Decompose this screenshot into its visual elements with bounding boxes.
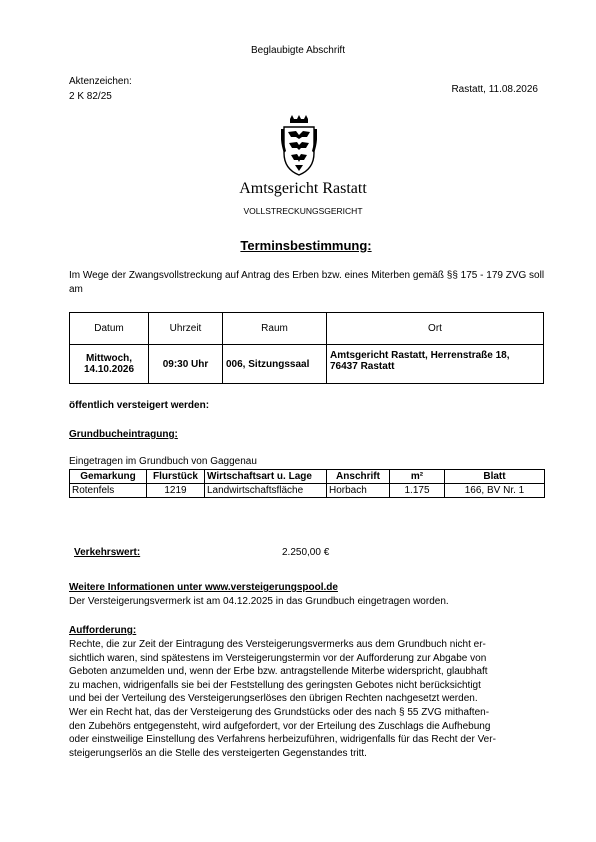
schedule-header-datum: Datum	[70, 313, 149, 345]
notice-line: Rechte, die zur Zeit der Eintragung des Versteigerungsvermerks aus dem Grundbuch nicht er-	[69, 639, 486, 650]
grundbuch-header-gemarkung: Gemarkung	[70, 470, 147, 484]
valuation-label: Verkehrswert:	[74, 547, 141, 558]
schedule-date: Mittwoch, 14.10.2026	[70, 345, 149, 384]
notice-line: oder einstweilige Einstellung des Verfahrens herbeizuführen, widrigenfalls für das Recht der Ver-	[69, 734, 496, 746]
grundbuch-row	[70, 484, 545, 498]
aktenzeichen-label: Aktenzeichen:	[69, 76, 132, 87]
grundbuch-header-flurstueck: Flurstück	[147, 470, 205, 484]
grundbuch-table	[69, 469, 545, 498]
aktenzeichen-value: 2 K 82/25	[69, 91, 112, 102]
grundbuch-header-m2: m²	[390, 470, 445, 484]
notice-line: sichtlich waren, sind spätestens im Versteigerungstermin vor der Aufforderung zur Abgabe von	[69, 652, 487, 664]
coat-of-arms-icon	[281, 115, 317, 177]
grundbuch-header-blatt: Blatt	[445, 470, 545, 484]
grundbuch-m2: 1.175	[390, 484, 445, 498]
notice-body	[69, 638, 549, 760]
notice-heading: Aufforderung:	[69, 625, 137, 636]
auction-text: öffentlich versteigert werden:	[69, 400, 210, 411]
notice-line: zu machen, widrigenfalls sie bei der Feststellung des geringsten Gebotes nicht berücksichtigt	[69, 679, 481, 691]
grundbuch-registered-in: Eingetragen im Grundbuch von Gaggenau	[69, 456, 257, 467]
grundbuch-flurstueck: 1219	[147, 484, 205, 498]
notice-line: den Zubehörs entgegensteht, wird aufgefordert, vor der Erteilung des Zuschlags die Aufhebung	[69, 720, 491, 732]
grundbuch-header-anschrift: Anschrift	[327, 470, 390, 484]
court-name: Amtsgericht Rastatt	[239, 180, 367, 197]
grundbuch-gemarkung: Rotenfels	[70, 484, 147, 498]
info-text: Der Versteigerungsvermerk ist am 04.12.2025 in das Grundbuch eingetragen worden.	[69, 596, 449, 607]
grundbuch-heading: Grundbucheintragung:	[69, 429, 178, 440]
intro-text: Im Wege der Zwangsvollstreckung auf Antrag des Erben bzw. eines Miterben gemäß §§ 175 - 179 ZVG soll am	[69, 270, 545, 295]
schedule-time: 09:30 Uhr	[149, 345, 223, 384]
info-heading: Weitere Informationen unter www.versteigerungspool.de	[69, 582, 338, 593]
notice-line: Wer ein Recht hat, das der Versteigerung des Grundstücks oder des nach § 55 ZVG mithaften-	[69, 706, 490, 718]
grundbuch-header-row	[70, 470, 545, 484]
grundbuch-header-wirtschaftsart: Wirtschaftsart u. Lage	[205, 470, 327, 484]
schedule-table	[69, 312, 544, 384]
notice-line: und bei der Verteilung des Versteigerungserlöses den übrigen Rechten nachgesetzt werden.	[69, 693, 478, 705]
page-title: Terminsbestimmung:	[240, 238, 372, 253]
schedule-row	[70, 345, 544, 384]
place-date: Rastatt, 11.08.2026	[451, 84, 538, 95]
notice-line: steigerungserlös an die Stelle des versteigerten Gegenstandes tritt.	[69, 747, 367, 759]
schedule-header-uhrzeit: Uhrzeit	[149, 313, 223, 345]
schedule-header-ort: Ort	[327, 313, 544, 345]
notice-line: Geboten anzumelden und, wenn der Erbe bzw. antragstellende Miterbe widerspricht, glaubhaft	[69, 666, 488, 678]
schedule-room: 006, Sitzungssaal	[223, 345, 327, 384]
court-department: VOLLSTRECKUNGSGERICHT	[243, 206, 363, 216]
grundbuch-anschrift: Horbach	[327, 484, 390, 498]
schedule-header-row	[70, 313, 544, 345]
document-title: Beglaubigte Abschrift	[251, 45, 345, 56]
valuation-value: 2.250,00 €	[282, 547, 330, 558]
grundbuch-blatt: 166, BV Nr. 1	[445, 484, 545, 498]
grundbuch-wirtschaftsart: Landwirtschaftsfläche	[205, 484, 327, 498]
schedule-header-raum: Raum	[223, 313, 327, 345]
schedule-place: Amtsgericht Rastatt, Herrenstraße 18, 76437 Rastatt	[327, 345, 544, 384]
